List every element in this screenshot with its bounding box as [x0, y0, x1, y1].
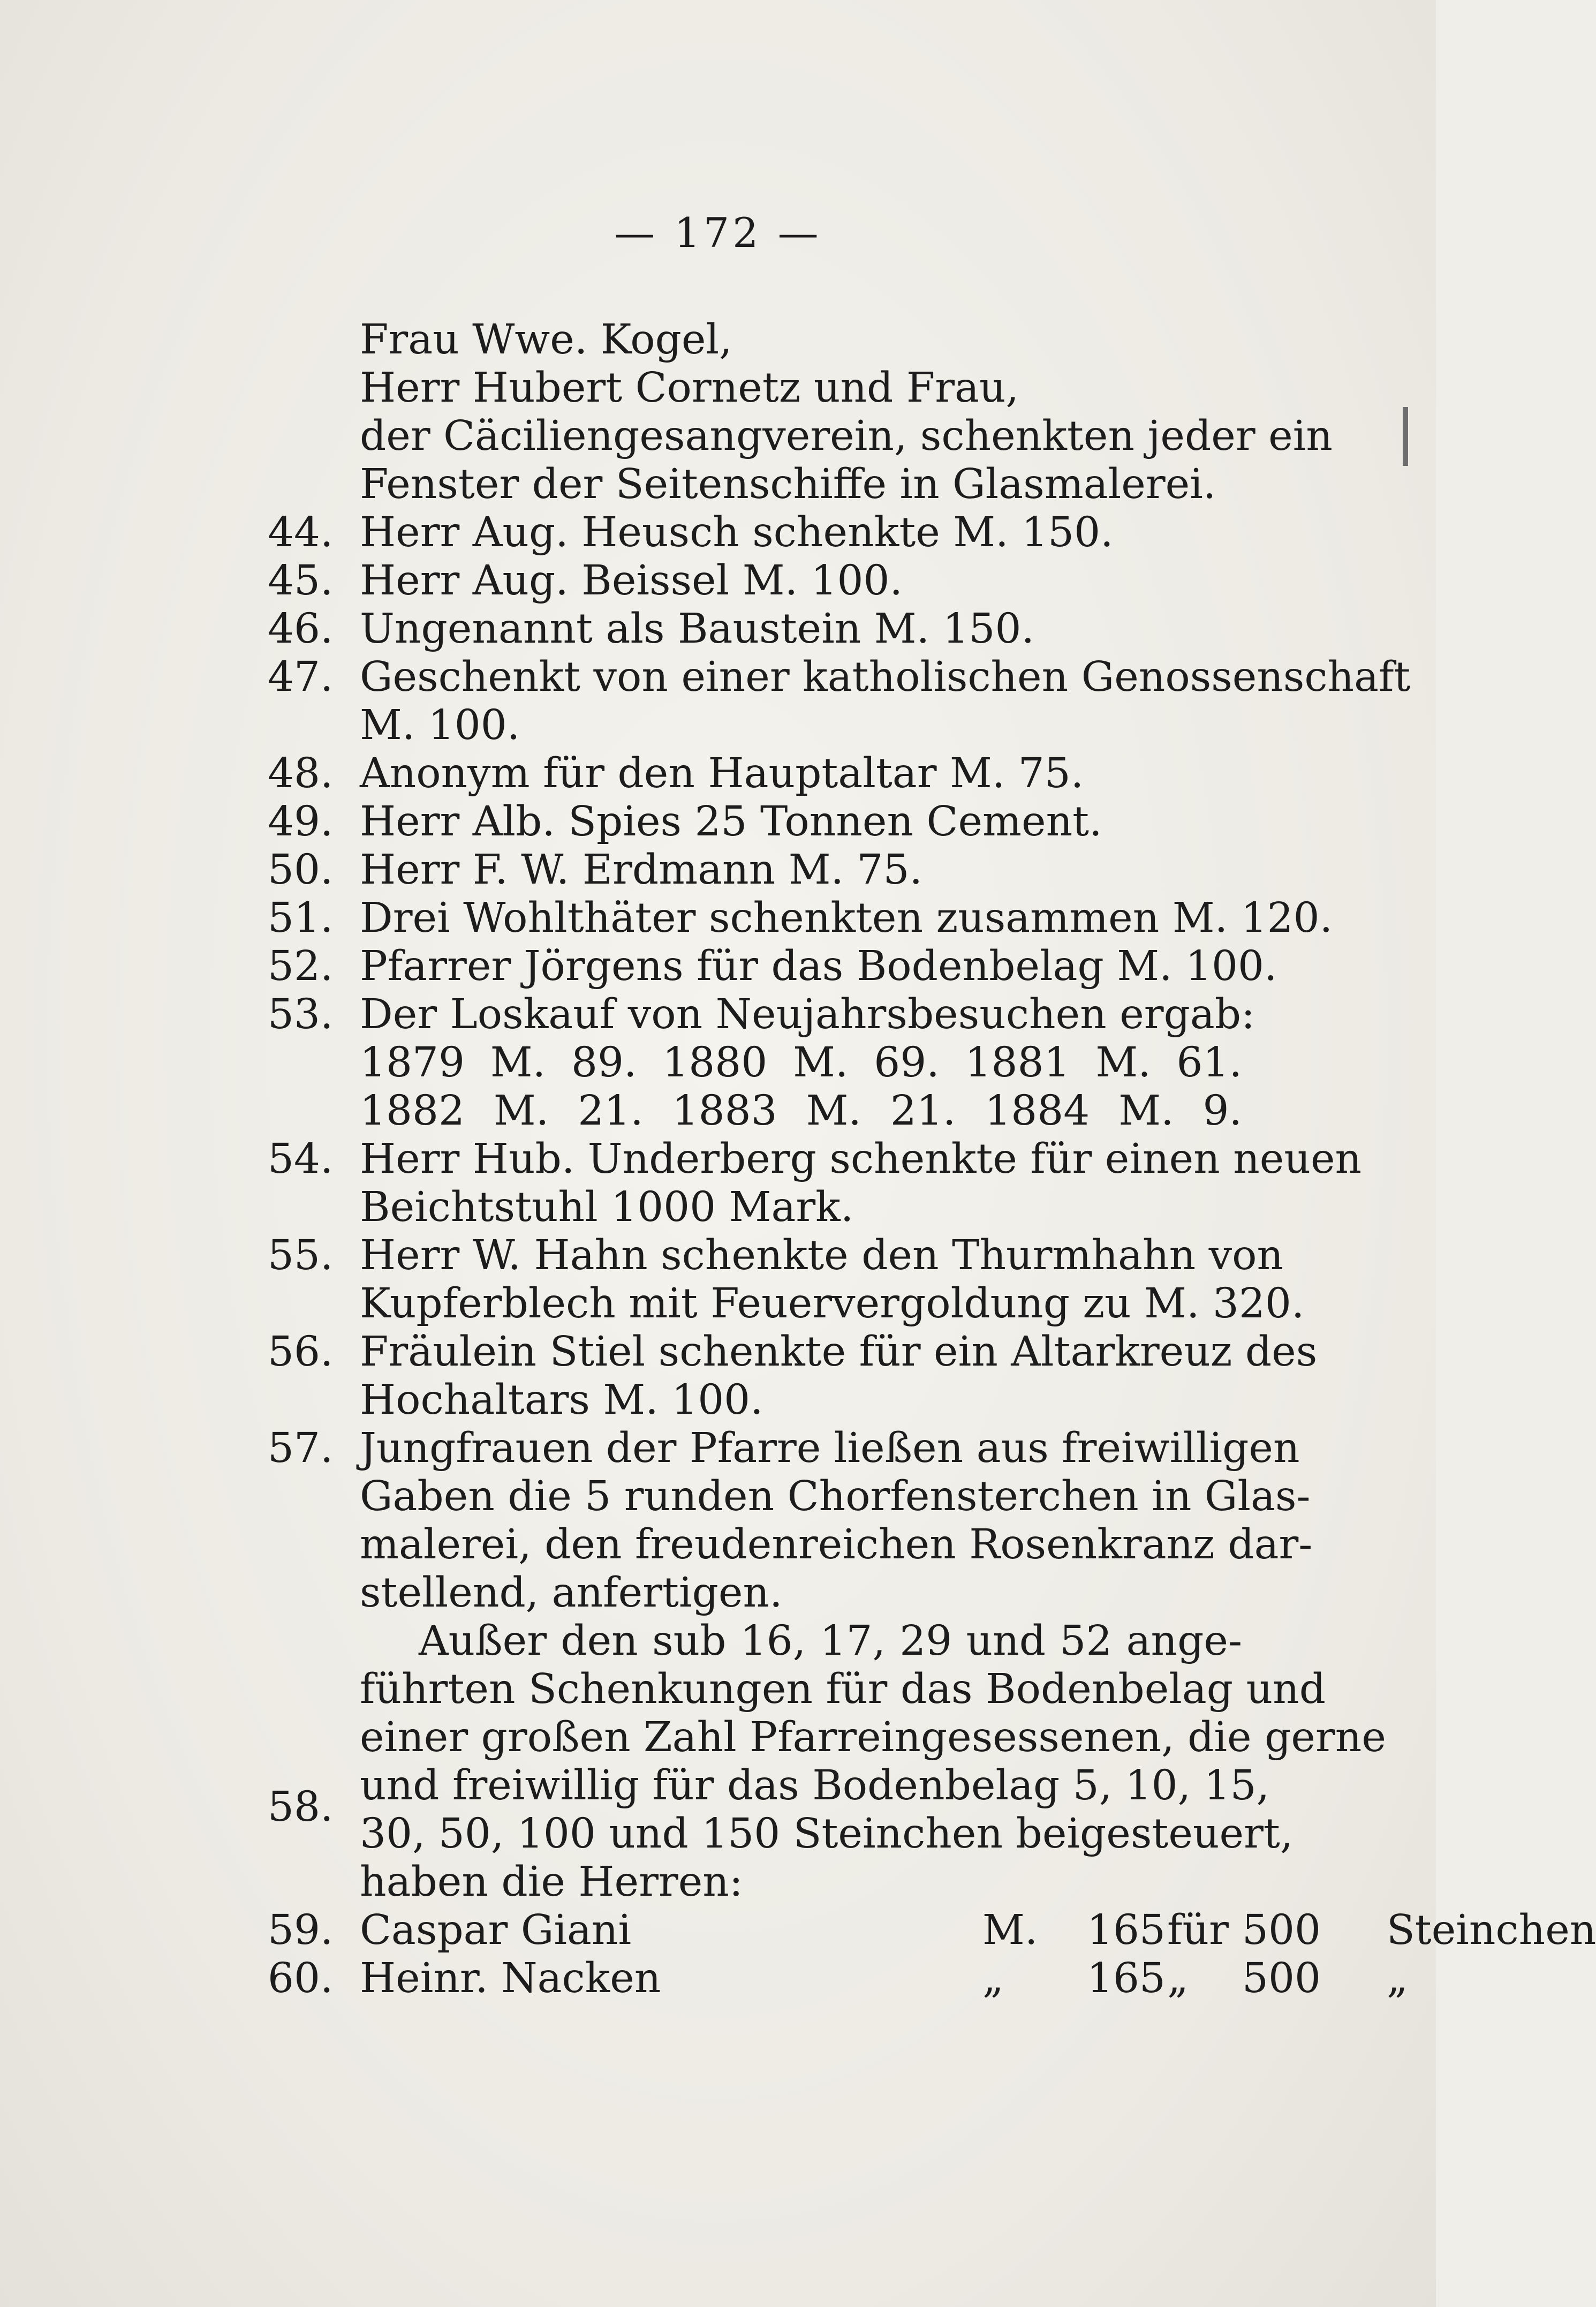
donor-count: 500: [1242, 1955, 1321, 2002]
item-text: malerei, den freudenreichen Rosenkranz dar-: [360, 1521, 1313, 1569]
item-text: Beichtstuhl 1000 Mark.: [360, 1183, 854, 1231]
item-number: 49.: [268, 798, 334, 846]
intro-line: Herr Hubert Cornetz und Frau,: [360, 364, 1019, 412]
donor-name: Caspar Giani: [360, 1906, 632, 1954]
donor-row: [268, 1906, 1596, 1955]
item-text: Herr Aug. Heusch schenkte M. 150.: [360, 509, 1114, 556]
item-number: 46.: [268, 605, 334, 653]
intro-line: der Cäciliengesangverein, schenkten jeder ein: [360, 412, 1333, 460]
donor-for: für: [1167, 1906, 1229, 1954]
page-body: [268, 316, 1596, 2003]
item-number: 52.: [268, 943, 334, 990]
item-number: 45.: [268, 557, 334, 605]
item-number: 55.: [268, 1232, 334, 1279]
item58-text: Außer den sub 16, 17, 29 und 52 ange-: [419, 1617, 1242, 1665]
item-text: Hochaltars M. 100.: [360, 1376, 763, 1424]
donor-for: „: [1167, 1955, 1189, 2002]
item-number: 59.: [268, 1906, 334, 1954]
donor-name: Heinr. Nacken: [360, 1955, 661, 2002]
item-text: Jungfrauen der Pfarre ließen aus freiwilligen: [360, 1424, 1300, 1472]
item-text: 1882 M. 21. 1883 M. 21. 1884 M. 9.: [360, 1087, 1242, 1135]
item-text: Pfarrer Jörgens für das Bodenbelag M. 100.: [360, 943, 1277, 990]
item58-text: einer großen Zahl Pfarreingesessenen, die gerne: [360, 1714, 1386, 1761]
item-text: Kupferblech mit Feuervergoldung zu M. 320.: [360, 1280, 1305, 1328]
donor-unit: „: [1387, 1955, 1408, 2002]
donor-currency: M.: [982, 1906, 1038, 1954]
item-number: 58.: [268, 1783, 334, 1831]
donor-row: [268, 1955, 1408, 2003]
item-text: Ungenannt als Baustein M. 150.: [360, 605, 1035, 653]
item-number: 56.: [268, 1328, 334, 1376]
item-text: 1879 M. 89. 1880 M. 69. 1881 M. 61.: [360, 1039, 1242, 1087]
item-number: 47.: [268, 653, 334, 701]
item-number: 51.: [268, 894, 334, 942]
item-number: 53.: [268, 991, 334, 1038]
margin-mark: [1403, 407, 1408, 466]
page-number: — 172 —: [614, 209, 822, 257]
item-text: Geschenkt von einer katholischen Genossenschaft: [360, 653, 1411, 701]
item-number: 57.: [268, 1424, 334, 1472]
intro-line: Frau Wwe. Kogel,: [360, 316, 732, 364]
item58-text: 30, 50, 100 und 150 Steinchen beigesteuert,: [360, 1810, 1294, 1858]
item-text: Gaben die 5 runden Chorfensterchen in Glas-: [360, 1473, 1311, 1520]
donor-amount: 165: [1087, 1955, 1166, 2002]
item-number: 60.: [268, 1955, 334, 2002]
item-text: Herr Alb. Spies 25 Tonnen Cement.: [360, 798, 1102, 846]
intro-line: Fenster der Seitenschiffe in Glasmalerei.: [360, 461, 1216, 508]
item-text: Anonym für den Hauptaltar M. 75.: [360, 750, 1084, 797]
item-number: 48.: [268, 750, 334, 797]
item-text: M. 100.: [360, 702, 520, 749]
donor-count: 500: [1242, 1906, 1321, 1954]
item-number: 54.: [268, 1135, 334, 1183]
item58-text: haben die Herren:: [360, 1858, 743, 1906]
donor-currency: „: [982, 1955, 1004, 2002]
item-text: Der Loskauf von Neujahrsbesuchen ergab:: [360, 991, 1255, 1038]
item-text: Herr W. Hahn schenkte den Thurmhahn von: [360, 1232, 1284, 1279]
donor-unit: Steinchen: [1387, 1906, 1596, 1954]
item-text: Herr Aug. Beissel M. 100.: [360, 557, 903, 605]
item58-text: führten Schenkungen für das Bodenbelag und: [360, 1665, 1326, 1713]
item58-text: und freiwillig für das Bodenbelag 5, 10, 15,: [360, 1762, 1270, 1810]
item-text: Herr F. W. Erdmann M. 75.: [360, 846, 922, 894]
item-text: Herr Hub. Underberg schenkte für einen neuen: [360, 1135, 1362, 1183]
donor-amount: 165: [1087, 1906, 1166, 1954]
item-number: 50.: [268, 846, 334, 894]
item-text: Fräulein Stiel schenkte für ein Altarkreuz des: [360, 1328, 1318, 1376]
item-text: stellend, anfertigen.: [360, 1569, 783, 1617]
item-text: Drei Wohlthäter schenkten zusammen M. 120.: [360, 894, 1333, 942]
item-number: 44.: [268, 509, 334, 556]
